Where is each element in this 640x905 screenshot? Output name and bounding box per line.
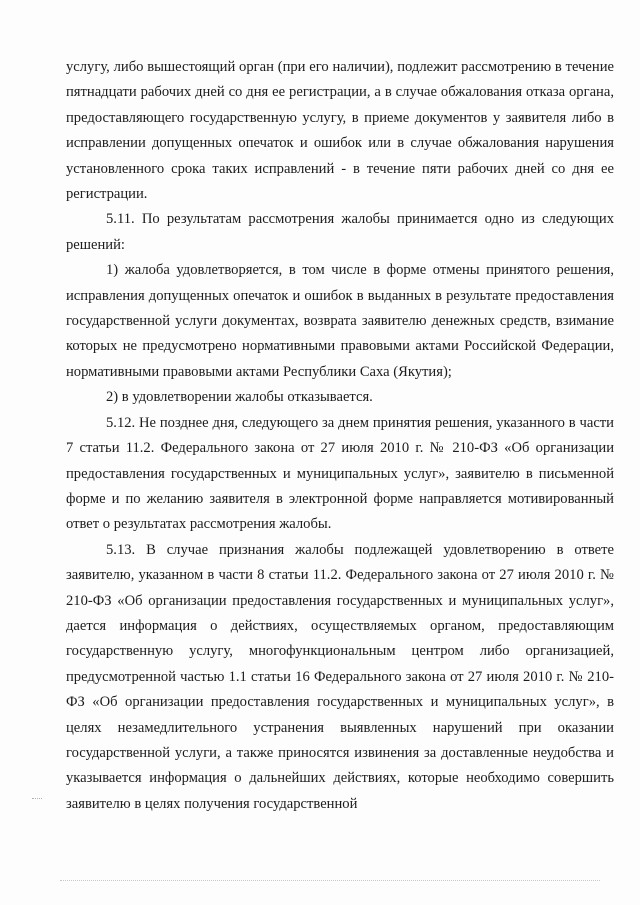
list-item-1: 1) жалоба удовлетворяется, в том числе в форме отмены принятого решения, исправления допущенных опечаток и ошибок в выданных в результате предоставления государственной услуги документах, возврата заявителю денежных средств, взимание которых не предусмотрено нормативными правовыми актами Российской Федерации, нормативными правовыми актами Республики Саха (Якутия);	[66, 262, 614, 380]
paragraph-continuation: услугу, либо вышестоящий орган (при его наличии), подлежит рассмотрению в течение пятнадцати рабочих дней со дня ее регистрации, а в случае обжалования отказа органа, предоставляющего государственную услугу, в приеме документов у заявителя либо в исправлении допущенных опечаток и ошибок или в случае обжалования нарушения установленного срока таких исправлений - в течение пяти рабочих дней со дня ее регистрации.	[66, 59, 614, 203]
paragraph-5-11: 5.11. По результатам рассмотрения жалобы принимается одно из следующих решений:	[66, 211, 614, 253]
paragraph-5-12: 5.12. Не позднее дня, следующего за днем принятия решения, указанного в части 7 статьи 11.2. Федерального закона от 27 июля 2010 г. № 210-ФЗ «Об организации предоставления государственных и муниципальных услуг», заявителю в письменной форме и по желанию заявителя в электронной форме направляется мотивированный ответ о результатах рассмотрения жалобы.	[66, 414, 614, 533]
list-item-2: 2) в удовлетворении жалобы отказывается.	[106, 389, 373, 406]
document-body	[66, 55, 614, 817]
scan-bottom-line	[60, 880, 600, 881]
paragraph-5-13: 5.13. В случае признания жалобы подлежащей удовлетворению в ответе заявителю, указанном в части 8 статьи 11.2. Федерального закона от 27 июля 2010 г. № 210-ФЗ «Об организации предоставления государственных и муниципальных услуг», дается информация о действиях, осуществляемых органом, предоставляющим государственную услугу, многофункциональным центром либо организацией, предусмотренной частью 1.1 статьи 16 Федерального закона от 27 июля 2010 г. № 210-ФЗ «Об организации предоставления государственных и муниципальных услуг», в целях незамедлительного устранения выявленных нарушений при оказании государственной услуги, а также приносятся извинения за доставленные неудобства и указывается информация о дальнейших действиях, которые необходимо совершить заявителю в целях получения государственной	[66, 541, 614, 812]
scan-edge-mark	[32, 798, 42, 799]
